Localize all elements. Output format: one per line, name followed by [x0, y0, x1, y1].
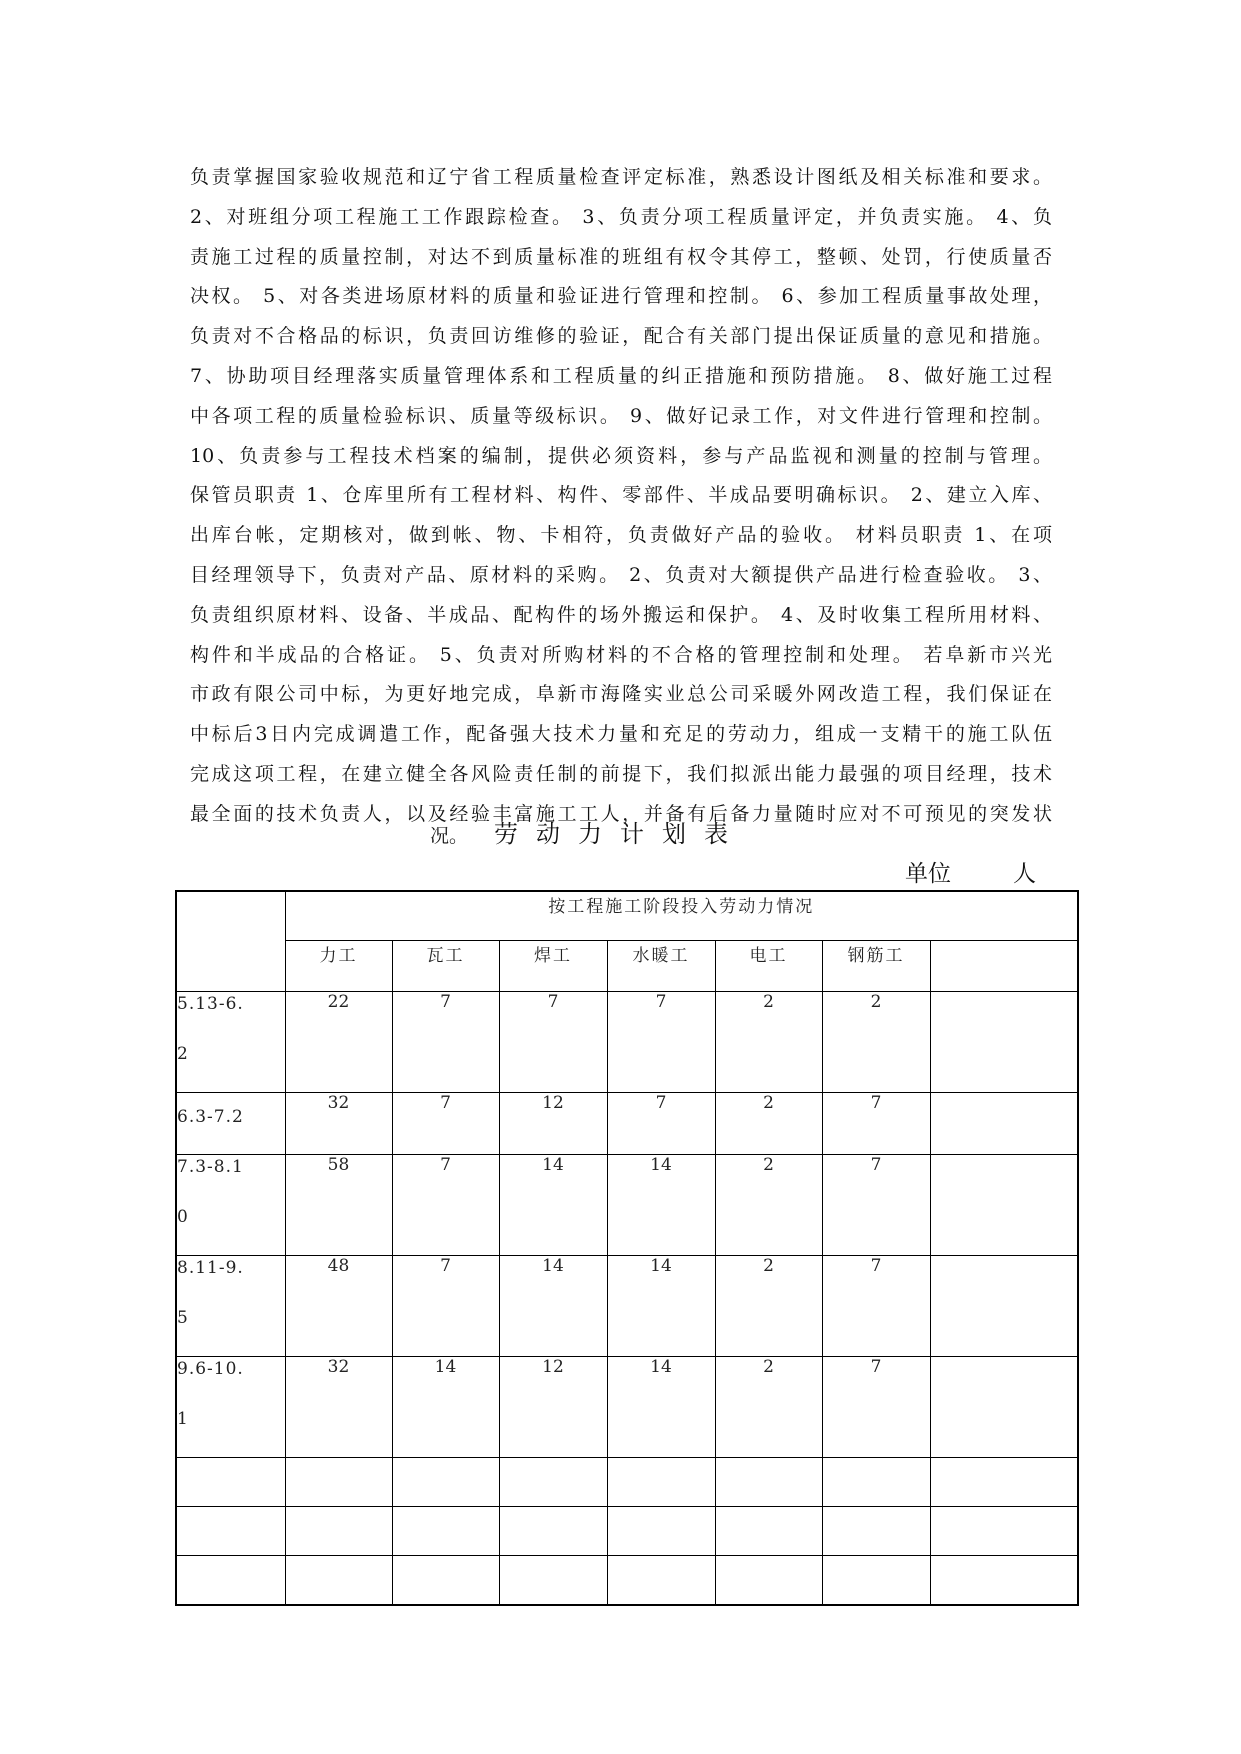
period-cell: 8.11-9. 5: [176, 1256, 285, 1357]
unit-label: 单位: [905, 861, 951, 887]
column-header: 焊工: [499, 941, 607, 992]
paragraph-line: 负责对不合格品的标识，负责回访维修的验证，配合有关部门提出保证质量的意见和措施。: [190, 325, 1052, 348]
unit-value: 人: [1013, 861, 1036, 887]
value-cell: 7: [822, 1093, 930, 1155]
paragraph-line: 完成这项工程，在建立健全各风险责任制的前提下，我们拟派出能力最强的项目经理，技术: [190, 762, 1052, 785]
value-cell: 14: [607, 1256, 715, 1357]
value-cell: 2: [715, 1093, 822, 1155]
empty-table-row: [176, 1458, 1078, 1507]
value-cell: 7: [822, 1155, 930, 1256]
value-cell: 2: [715, 1357, 822, 1458]
value-cell: 7: [499, 992, 607, 1093]
corner-cell: [176, 891, 285, 992]
paragraph-line: 构件和半成品的合格证。 5、负责对所购材料的不合格的管理控制和处理。 若阜新市兴光: [190, 643, 1052, 666]
column-header: 力工: [285, 941, 392, 992]
value-cell: 7: [822, 1357, 930, 1458]
paragraph-line: 负责组织原材料、设备、半成品、配构件的场外搬运和保护。 4、及时收集工程所用材料、: [190, 603, 1052, 626]
value-cell: 14: [499, 1256, 607, 1357]
period-cell: 7.3-8.1 0: [176, 1155, 285, 1256]
body-paragraph: [190, 158, 1052, 835]
paragraph-line: 最全面的技术负责人，以及经验丰富施工工人，并备有后备力量随时应对不可预见的突发状: [190, 802, 1052, 825]
column-header: 水暖工: [607, 941, 715, 992]
value-cell: 2: [715, 1155, 822, 1256]
paragraph-line: 2、对班组分项工程施工工作跟踪检查。 3、负责分项工程质量评定，并负责实施。 4、负: [190, 205, 1052, 228]
value-cell: 2: [715, 992, 822, 1093]
value-cell: 14: [607, 1155, 715, 1256]
value-cell: 7: [392, 1155, 499, 1256]
value-cell: 7: [607, 1093, 715, 1155]
paragraph-line: 中各项工程的质量检验标识、质量等级标识。 9、做好记录工作，对文件进行管理和控制。: [190, 404, 1052, 427]
paragraph-line: 目经理领导下，负责对产品、原材料的采购。 2、负责对大额提供产品进行检查验收。 3、: [190, 563, 1052, 586]
column-header: 电工: [715, 941, 822, 992]
unit-label-row: [905, 858, 1036, 890]
empty-table-row: [176, 1507, 1078, 1556]
value-cell: 2: [822, 992, 930, 1093]
value-cell: 22: [285, 992, 392, 1093]
period-cell: 6.3-7.2: [176, 1093, 285, 1155]
table-title: 劳动力计划表: [494, 820, 747, 848]
table-row: [176, 1155, 1078, 1256]
value-cell: [930, 992, 1078, 1093]
paragraph-line: 出库台帐，定期核对，做到帐、物、卡相符，负责做好产品的验收。 材料员职责 1、在项: [190, 524, 1052, 547]
value-cell: 32: [285, 1357, 392, 1458]
paragraph-line: 中标后3日内完成调遣工作，配备强大技术力量和充足的劳动力，组成一支精干的施工队伍: [190, 723, 1052, 746]
period-cell: 9.6-10. 1: [176, 1357, 285, 1458]
value-cell: 7: [392, 992, 499, 1093]
table-row: [176, 992, 1078, 1093]
value-cell: 32: [285, 1093, 392, 1155]
value-cell: 14: [392, 1357, 499, 1458]
paragraph-line: 负责掌握国家验收规范和辽宁省工程质量检查评定标准，熟悉设计图纸及相关标准和要求。: [190, 166, 1052, 188]
value-cell: 7: [392, 1256, 499, 1357]
value-cell: [930, 1256, 1078, 1357]
title-line: [190, 816, 1052, 854]
paragraph-line: 决权。 5、对各类进场原材料的质量和验证进行管理和控制。 6、参加工程质量事故处理，: [190, 285, 1052, 308]
paragraph-line: 保管员职责 1、仓库里所有工程材料、构件、零部件、半成品要明确标识。 2、建立入库、: [190, 484, 1052, 507]
value-cell: [930, 1093, 1078, 1155]
table-header-row: [176, 891, 1078, 941]
value-cell: 58: [285, 1155, 392, 1256]
value-cell: 7: [822, 1256, 930, 1357]
table-column-header-row: [176, 941, 1078, 992]
value-cell: [930, 1155, 1078, 1256]
paragraph-line: 10、负责参与工程技术档案的编制，提供必须资料，参与产品监视和测量的控制与管理。: [190, 444, 1052, 467]
paragraph-line: 责施工过程的质量控制，对达不到质量标准的班组有权令其停工，整顿、处罚，行使质量否: [190, 245, 1052, 268]
column-header: [930, 941, 1078, 992]
value-cell: 14: [607, 1357, 715, 1458]
value-cell: 14: [499, 1155, 607, 1256]
paragraph-line: 市政有限公司中标，为更好地完成，阜新市海隆实业总公司采暖外网改造工程，我们保证在: [190, 683, 1052, 706]
paragraph-line: 7、协助项目经理落实质量管理体系和工程质量的纠正措施和预防措施。 8、做好施工过程: [190, 364, 1052, 387]
value-cell: 7: [607, 992, 715, 1093]
empty-table-row: [176, 1556, 1078, 1606]
table-row: [176, 1357, 1078, 1458]
value-cell: 48: [285, 1256, 392, 1357]
value-cell: 12: [499, 1093, 607, 1155]
period-cell: 5.13-6. 2: [176, 992, 285, 1093]
value-cell: 7: [392, 1093, 499, 1155]
group-header: 按工程施工阶段投入劳动力情况: [285, 891, 1078, 941]
table-row: [176, 1093, 1078, 1155]
column-header: 钢筋工: [822, 941, 930, 992]
value-cell: [930, 1357, 1078, 1458]
value-cell: 12: [499, 1357, 607, 1458]
labor-plan-table: [175, 890, 1079, 1606]
column-header: 瓦工: [392, 941, 499, 992]
paragraph-tail: 况。: [430, 825, 469, 847]
table-row: [176, 1256, 1078, 1357]
value-cell: 2: [715, 1256, 822, 1357]
